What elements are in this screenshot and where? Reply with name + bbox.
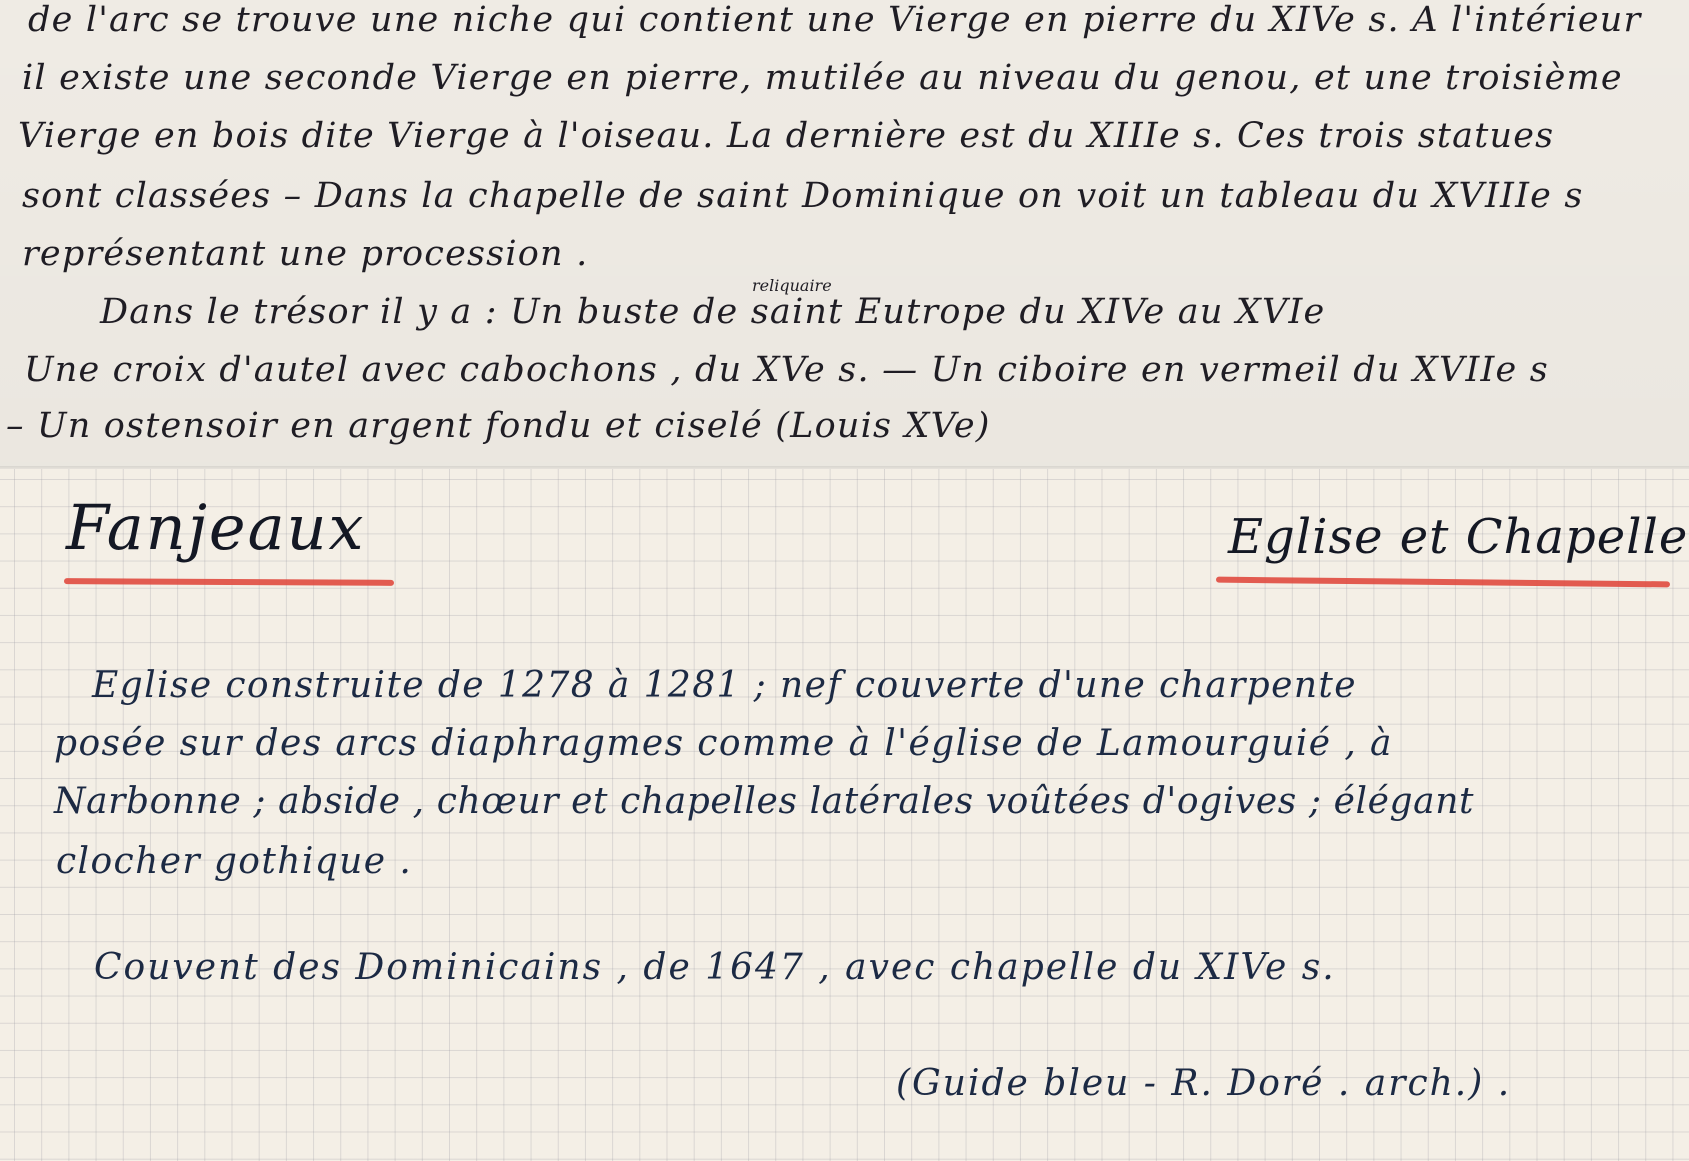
paragraph-line-4: clocher gothique .	[56, 841, 413, 882]
top-line-3: Vierge en bois dite Vierge à l'oiseau. La dernière est du XIIIe s. Ces trois statues	[18, 116, 1555, 156]
paragraph-line-2: posée sur des arcs diaphragmes comme à l'église de Lamourguié , à	[54, 723, 1393, 764]
top-line-5: représentant une procession .	[22, 234, 589, 274]
top-line-4: sont classées – Dans la chapelle de saint Dominique on voit un tableau du XVIIIe s	[22, 176, 1584, 216]
source-citation: (Guide bleu - R. Doré . arch.) .	[896, 1063, 1512, 1104]
top-line-7: Une croix d'autel avec cabochons , du XVe s. — Un ciboire en vermeil du XVIIe s	[24, 350, 1549, 390]
title-right: Eglise et Chapelle	[1228, 509, 1689, 565]
top-line-1: de l'arc se trouve une niche qui contient une Vierge en pierre du XIVe s. A l'intérieur	[28, 0, 1642, 40]
title-right-underline	[1216, 577, 1670, 588]
top-line-6: Dans le trésor il y a : Un buste de saint Eutrope du XIVe au XVIe	[100, 292, 1326, 332]
top-page	[0, 0, 1689, 469]
convent-line: Couvent des Dominicains , de 1647 , avec chapelle du XIVe s.	[94, 947, 1336, 988]
top-line-8: – Un ostensoir en argent fondu et ciselé (Louis XVe)	[6, 406, 991, 446]
paragraph-line-3: Narbonne ; abside , chœur et chapelles latérales voûtées d'ogives ; élégant	[54, 781, 1475, 822]
title-left: Fanjeaux	[66, 491, 366, 564]
bottom-page	[0, 469, 1689, 1161]
title-left-underline	[64, 578, 394, 586]
top-line-2: il existe une seconde Vierge en pierre, mutilée au niveau du genou, et une troisième	[22, 58, 1623, 98]
paragraph-line-1: Eglise construite de 1278 à 1281 ; nef couverte d'une charpente	[92, 665, 1357, 706]
interlinear-note: reliquaire	[752, 276, 832, 295]
